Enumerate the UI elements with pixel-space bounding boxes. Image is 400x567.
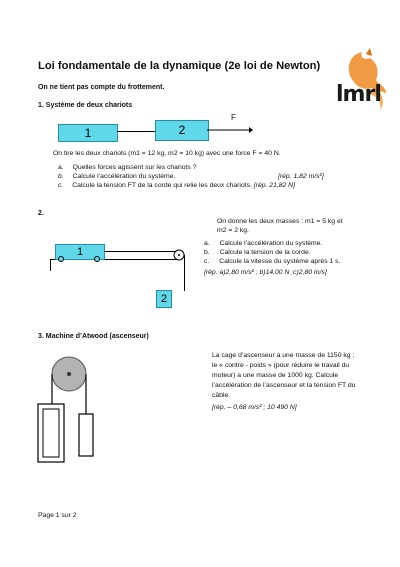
force-label: F xyxy=(231,113,236,122)
atwood-machine-diagram xyxy=(34,352,104,468)
section3-text-2: le « contre - poids » (pour réduire le travail du xyxy=(212,362,350,369)
item-text: Calcule la vitesse du système après 1 s. xyxy=(219,258,341,265)
section2-intro-2: m2 = 2 kg. xyxy=(217,227,249,234)
item-marker: b. xyxy=(204,249,210,256)
section2-heading: 2. xyxy=(38,210,44,217)
section1-heading: 1. Système de deux chariots xyxy=(38,102,133,109)
item-text: Calcule l’accélération du système. xyxy=(72,173,176,180)
lmrl-logo xyxy=(336,46,388,116)
item-marker: a. xyxy=(204,240,210,247)
section3-answer: [rép. – 0,68 m/s² ; 10 490 N] xyxy=(212,404,297,411)
wheel-icon xyxy=(58,256,64,262)
cart-2-label: 2 xyxy=(178,123,186,137)
cart-1 xyxy=(58,124,118,142)
item-marker: c. xyxy=(58,182,64,189)
section1-item-b xyxy=(58,173,175,180)
table-leg xyxy=(50,259,51,271)
item-text: Calcule l’accélération du système. xyxy=(219,240,323,247)
item-marker: b. xyxy=(58,173,64,180)
item-text: Calcule la tension FT de la corde qui relie les deux chariots. xyxy=(72,182,252,189)
section2-intro-1: On donne les deux masses : m1 = 5 kg et xyxy=(217,218,343,225)
section1-intro: On tire les deux chariots (m1 = 12 kg, m2 = 10 kg) avec une force F = 40 N. xyxy=(53,150,281,157)
item-text: Calcule la tension de la corde. xyxy=(219,249,311,256)
wheel-icon xyxy=(94,256,100,262)
section3-heading: 3. Machine d’Atwood (ascenseur) xyxy=(38,333,149,340)
page-title: Loi fondamentale de la dynamique (2e loi de Newton) xyxy=(38,60,321,72)
item-marker: c. xyxy=(204,258,210,265)
item-text: Quelles forces agissent sur les chariots ? xyxy=(72,164,197,171)
counterweight xyxy=(79,414,93,456)
cart-1-label: 1 xyxy=(84,126,92,140)
block-2 xyxy=(156,290,172,308)
section2-item-c xyxy=(204,258,340,265)
logo-text: lmrl xyxy=(336,82,381,107)
page-footer: Page 1 sur 2 xyxy=(38,512,77,519)
section2-item-b xyxy=(204,249,311,256)
item-marker: a. xyxy=(58,164,64,171)
note-no-friction: On ne tient pas compte du frottement. xyxy=(38,84,165,91)
section3-text-4: l’accélération de l’ascenseur et la tension FT du xyxy=(212,382,356,389)
force-arrow-icon xyxy=(207,116,253,136)
section1-answer-b: [rép. 1,82 m/s²] xyxy=(278,173,324,180)
section3-text-3: moteur) a une masse de 1000 kg. Calcule xyxy=(212,372,339,379)
block-1-label: 1 xyxy=(76,246,84,258)
section2-answer: [rép. a)2,80 m/s² ; b)14,00 N ;c)2,80 m/s] xyxy=(204,269,327,276)
section1-item-c xyxy=(58,182,295,189)
section3-text-5: câble. xyxy=(212,392,231,399)
section1-item-a xyxy=(58,164,196,171)
rope-1 xyxy=(117,131,155,132)
section3-text-1: La cage d’ascenseur a une masse de 1150 kg ; xyxy=(212,352,355,359)
block-2-label: 2 xyxy=(160,293,168,305)
section2-item-a xyxy=(204,240,322,247)
item-answer: [rép. 21,82 N] xyxy=(253,182,295,189)
rope-2-vertical xyxy=(184,255,185,291)
cart-2 xyxy=(155,120,209,141)
rope-2 xyxy=(104,251,177,252)
